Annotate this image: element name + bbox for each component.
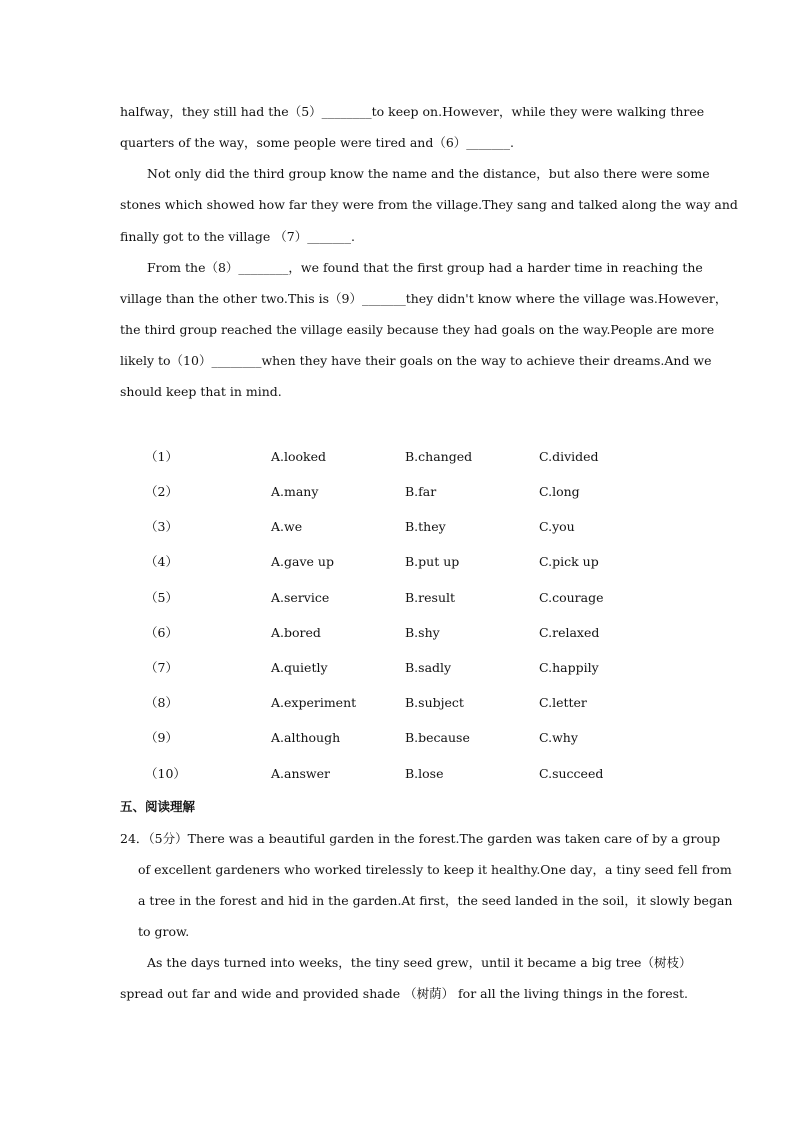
- option-c[interactable]: C.succeed: [539, 766, 604, 781]
- passage-line: village than the other two.This is（9）_______they didn't know where the village was.However，: [120, 291, 728, 306]
- section-heading: 五、阅读理解: [120, 799, 196, 814]
- passage-line: should keep that in mind.: [120, 384, 282, 399]
- option-b[interactable]: B.result: [405, 590, 456, 605]
- option-a[interactable]: A.many: [271, 484, 319, 499]
- option-number: （9）: [145, 730, 178, 745]
- question-24-line: a tree in the forest and hid in the garden.At first，the seed landed in the soil，it slowly began: [138, 893, 733, 908]
- question-24-line: 24．（5分）There was a beautiful garden in the forest.The garden was taken care of by a group: [120, 831, 721, 846]
- option-a[interactable]: A.we: [271, 519, 303, 534]
- option-c[interactable]: C.pick up: [539, 554, 599, 569]
- question-24-line: of excellent gardeners who worked tirelessly to keep it healthy.One day，a tiny seed fell from: [138, 862, 732, 877]
- option-b[interactable]: B.far: [405, 484, 437, 499]
- option-a[interactable]: A.looked: [271, 449, 327, 464]
- option-a[interactable]: A.quietly: [271, 660, 328, 675]
- option-b[interactable]: B.they: [405, 519, 446, 534]
- option-number: （10）: [145, 766, 186, 781]
- option-b[interactable]: B.put up: [405, 554, 460, 569]
- option-a[interactable]: A.gave up: [271, 554, 334, 569]
- option-a[interactable]: A.answer: [271, 766, 330, 781]
- passage-line: finally got to the village （7）_______.: [120, 229, 355, 244]
- option-number: （8）: [145, 695, 178, 710]
- option-number: （1）: [145, 449, 178, 464]
- option-c[interactable]: C.happily: [539, 660, 599, 675]
- option-c[interactable]: C.you: [539, 519, 575, 534]
- option-b[interactable]: B.changed: [405, 449, 473, 464]
- option-a[interactable]: A.experiment: [271, 695, 357, 710]
- option-c[interactable]: C.relaxed: [539, 625, 600, 640]
- option-number: （2）: [145, 484, 178, 499]
- option-number: （5）: [145, 590, 178, 605]
- option-b[interactable]: B.sadly: [405, 660, 452, 675]
- option-b[interactable]: B.lose: [405, 766, 444, 781]
- option-number: （6）: [145, 625, 178, 640]
- option-c[interactable]: C.long: [539, 484, 580, 499]
- option-b[interactable]: B.subject: [405, 695, 464, 710]
- option-number: （3）: [145, 519, 178, 534]
- option-a[interactable]: A.service: [271, 590, 330, 605]
- option-b[interactable]: B.because: [405, 730, 470, 745]
- option-c[interactable]: C.why: [539, 730, 578, 745]
- option-a[interactable]: A.bored: [271, 625, 321, 640]
- passage-line: halfway，they still had the（5）________to keep on.However，while they were walking three: [120, 104, 705, 119]
- passage-line: likely to（10）________when they have their goals on the way to achieve their dreams.And we: [120, 353, 712, 368]
- question-24-line: spread out far and wide and provided shade （树荫） for all the living things in the forest.: [120, 986, 689, 1001]
- question-24-line: to grow.: [138, 924, 190, 939]
- option-c[interactable]: C.divided: [539, 449, 599, 464]
- option-c[interactable]: C.courage: [539, 590, 604, 605]
- question-24-line: As the days turned into weeks，the tiny seed grew，until it became a big tree（树枝）: [147, 955, 692, 970]
- passage-line: From the（8）________，we found that the first group had a harder time in reaching the: [147, 260, 703, 275]
- option-number: （7）: [145, 660, 178, 675]
- option-c[interactable]: C.letter: [539, 695, 587, 710]
- option-b[interactable]: B.shy: [405, 625, 440, 640]
- passage-line: the third group reached the village easily because they had goals on the way.People are more: [120, 322, 715, 337]
- passage-line: Not only did the third group know the name and the distance，but also there were some: [147, 166, 710, 181]
- option-a[interactable]: A.although: [271, 730, 341, 745]
- passage-line: quarters of the way，some people were tired and（6）_______.: [120, 135, 515, 150]
- option-number: （4）: [145, 554, 178, 569]
- passage-line: stones which showed how far they were from the village.They sang and talked along the way and: [120, 197, 738, 212]
